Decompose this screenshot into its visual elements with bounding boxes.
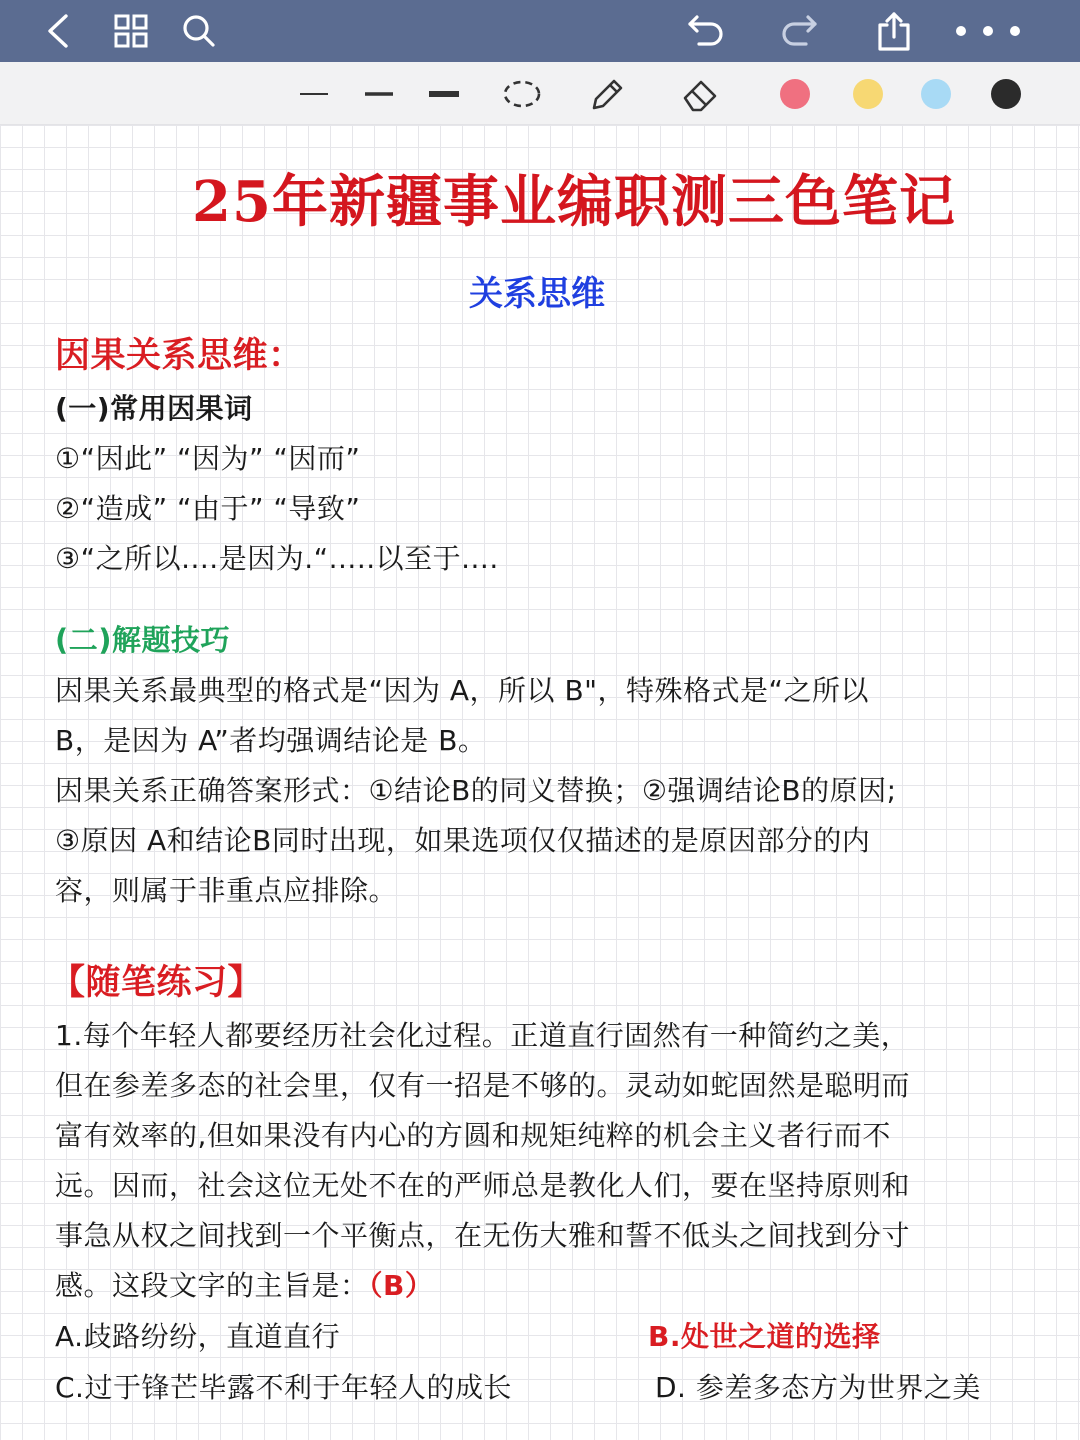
pen-toolbar	[0, 62, 1080, 125]
yellow-color-swatch[interactable]	[845, 71, 891, 117]
paragraph-line: 因果关系正确答案形式：①结论B的同义替换；②强调结论B的原因;	[55, 774, 897, 807]
list-item: ③“之所以....是因为.“.....以至于....	[55, 542, 499, 575]
question-line: 富有效率的,但如果没有内心的方圆和规矩纯粹的机会主义者行而不	[55, 1119, 891, 1152]
list-item: ①“因此” “因为” “因而”	[55, 442, 361, 475]
subheading-common-words: (一)常用因果词	[55, 392, 253, 425]
grid-icon[interactable]	[108, 8, 154, 54]
lasso-icon[interactable]	[499, 71, 545, 117]
section-heading-causal: 因果关系思维：	[55, 336, 304, 376]
question-line: 事急从权之间找到一个平衡点，在无伤大雅和誓不低头之间找到分寸	[55, 1219, 911, 1252]
paragraph-line: ③原因 A和结论B同时出现，如果选项仅仅描述的是原因部分的内	[55, 824, 871, 857]
paragraph-line: B，是因为 A”者均强调结论是 B。	[55, 724, 487, 757]
list-item: ②“造成” “由于” “导致”	[55, 492, 361, 525]
option-b: B.处世之道的选择	[648, 1320, 881, 1353]
option-c: C.过于锋芒毕露不利于年轻人的成长	[55, 1371, 512, 1404]
question-line: 远。因而，社会这位无处不在的严师总是教化人们，要在坚持原则和	[55, 1169, 911, 1202]
eraser-icon[interactable]	[677, 71, 723, 117]
option-d: D. 参差多态方为世界之美	[655, 1371, 981, 1404]
pencil-icon[interactable]	[583, 71, 629, 117]
back-arrow-icon[interactable]	[36, 8, 82, 54]
thick-line-icon[interactable]	[421, 71, 467, 117]
question-prompt: 感。这段文字的主旨是：	[55, 1269, 369, 1302]
undo-icon[interactable]	[683, 8, 729, 54]
question-line: 1.每个年轻人都要经历社会化过程。正道直行固然有一种简约之美，	[55, 1019, 910, 1052]
thin-line-icon[interactable]	[291, 71, 337, 117]
pink-color-swatch[interactable]	[772, 71, 818, 117]
more-icon[interactable]	[948, 8, 1028, 54]
light-blue-color-swatch[interactable]	[913, 71, 959, 117]
note-subtitle: 关系思维	[469, 274, 605, 314]
answer-label: （B）	[368, 1269, 434, 1302]
subheading-techniques: (二)解题技巧	[55, 623, 231, 657]
practice-heading: 【随笔练习】	[50, 963, 264, 1003]
paragraph-line: 容，则属于非重点应排除。	[55, 874, 398, 907]
search-icon[interactable]	[176, 8, 222, 54]
medium-line-icon[interactable]	[356, 71, 402, 117]
top-navigation-bar	[0, 0, 1080, 62]
option-a: A.歧路纷纷，直道直行	[55, 1320, 341, 1353]
share-icon[interactable]	[871, 8, 917, 54]
question-last-line	[55, 1264, 433, 1304]
paragraph-line: 因果关系最典型的格式是“因为 A，所以 B"，特殊格式是“之所以	[55, 674, 870, 707]
redo-icon[interactable]	[776, 8, 822, 54]
question-line: 但在参差多态的社会里，仅有一招是不够的。灵动如蛇固然是聪明而	[55, 1069, 911, 1102]
note-title: 25年新疆事业编职测三色笔记	[192, 169, 956, 235]
black-color-swatch[interactable]	[983, 71, 1029, 117]
